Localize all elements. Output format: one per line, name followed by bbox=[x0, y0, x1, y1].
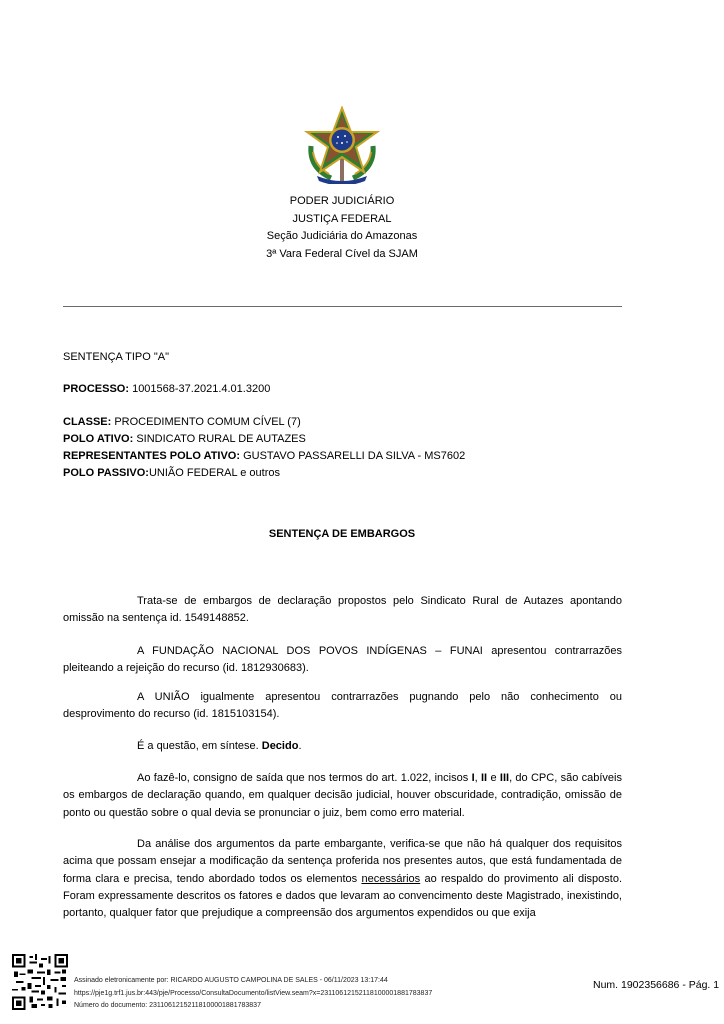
paragraph-5-text-a: Ao fazê-lo, consigno de saída que nos termos do art. 1.022, incisos bbox=[137, 772, 472, 784]
paragraph-4-text: É a questão, em síntese. bbox=[137, 740, 262, 752]
footer-signed: Assinado eletronicamente por: RICARDO AUGUSTO CAMPOLINA DE SALES - 06/11/2023 13:17:44 bbox=[74, 977, 388, 984]
polo-passivo-value: UNIÃO FEDERAL e outros bbox=[148, 467, 281, 479]
representantes-label: REPRESENTANTES POLO ATIVO: bbox=[63, 450, 241, 462]
paragraph-2 bbox=[63, 643, 622, 678]
paragraph-4 bbox=[63, 738, 622, 755]
paragraph-5 bbox=[63, 770, 622, 822]
paragraph-6-text-a: Da análise dos argumentos da parte embargante, verifica-se que não há qualquer dos requisitos acima que possam ensejar a modificação da sentença proferida nos presentes autos, que está fundamentada de forma clara e precisa, tendo abordado todos os elementos bbox=[63, 838, 622, 885]
inciso-ii: II bbox=[481, 772, 488, 784]
paragraph-6-underlined: necessários bbox=[361, 872, 421, 885]
processo-line bbox=[63, 381, 270, 398]
paragraph-4-decido: Decido bbox=[261, 740, 299, 752]
header-line-secao: Seção Judiciária do Amazonas bbox=[266, 230, 418, 242]
inciso-i: I bbox=[471, 772, 475, 784]
classe-line bbox=[63, 414, 301, 431]
paragraph-4-end: . bbox=[298, 740, 302, 752]
footer-doc-number: Número do documento: 23110612152118100001881783837 bbox=[74, 1002, 261, 1009]
header-line-justica: JUSTIÇA FEDERAL bbox=[292, 212, 392, 225]
inciso-iii: III bbox=[499, 772, 510, 784]
header-line-vara: 3ª Vara Federal Cível da SJAM bbox=[266, 247, 418, 260]
paragraph-3 bbox=[63, 689, 622, 724]
paragraph-1-text: Trata-se de embargos de declaração propostos pelo Sindicato Rural de Autazes apontando omissão na sentença id. 1549148852. bbox=[63, 595, 622, 625]
polo-passivo-label: POLO PASSIVO: bbox=[63, 467, 149, 479]
header-line-poder: PODER JUDICIÁRIO bbox=[289, 195, 395, 207]
processo-label: PROCESSO: bbox=[63, 383, 130, 395]
header-divider bbox=[63, 306, 622, 307]
classe-value: PROCEDIMENTO COMUM CÍVEL (7) bbox=[111, 416, 301, 428]
representantes-line bbox=[63, 448, 465, 465]
paragraph-5-sep2: e bbox=[487, 772, 500, 784]
court-header bbox=[0, 193, 684, 263]
paragraph-5-sep1: , bbox=[474, 772, 481, 784]
processo-value: 1001568-37.2021.4.01.3200 bbox=[129, 383, 271, 395]
paragraph-6 bbox=[63, 836, 622, 922]
representantes-value: GUSTAVO PASSARELLI DA SILVA - MS7602 bbox=[240, 450, 466, 462]
polo-ativo-line bbox=[63, 431, 306, 448]
polo-ativo-label: POLO ATIVO: bbox=[63, 433, 134, 445]
polo-passivo-line bbox=[63, 465, 280, 482]
paragraph-2-text: A FUNDAÇÃO NACIONAL DOS POVOS INDÍGENAS – FUNAI apresentou contrarrazões pleiteando a rejeição do recurso (id. 1812930683). bbox=[63, 645, 622, 675]
classe-label: CLASSE: bbox=[63, 416, 112, 428]
document-title: SENTENÇA DE EMBARGOS bbox=[268, 528, 416, 540]
footer-url[interactable]: https://pje1g.trf1.jus.br:443/pje/Processo/ConsultaDocumento/listView.seam?x=23110612152118100001881783837 bbox=[74, 990, 433, 997]
paragraph-5-text-b: , do CPC, são cabíveis os embargos de declaração quando, em qualquer decisão judicial, houver obscuridade, contradição, omissão de ponto ou questão sobre o qual devia se pronunciar o juiz, bem como erro material. bbox=[63, 772, 622, 819]
page-number: Num. 1902356686 - Pág. 1 bbox=[593, 979, 720, 991]
qr-code-icon bbox=[12, 954, 68, 1010]
brasao-emblem bbox=[301, 106, 383, 184]
sentenca-tipo: SENTENÇA TIPO "A" bbox=[63, 351, 170, 363]
paragraph-3-text: A UNIÃO igualmente apresentou contrarrazões pugnando pelo não conhecimento ou desprovimento do recurso (id. 1815103154). bbox=[63, 691, 622, 721]
polo-ativo-value: SINDICATO RURAL DE AUTAZES bbox=[133, 433, 306, 445]
paragraph-1 bbox=[63, 593, 622, 628]
paragraph-6-text-b: ao respaldo do provimento ali disposto. Foram expressamente descritos os fatores e dados que levaram ao convencimento deste Magistrado, inexistindo, portanto, qualquer fator que prejudique a compreensão dos argumentos expendidos ou que exija bbox=[63, 872, 622, 920]
